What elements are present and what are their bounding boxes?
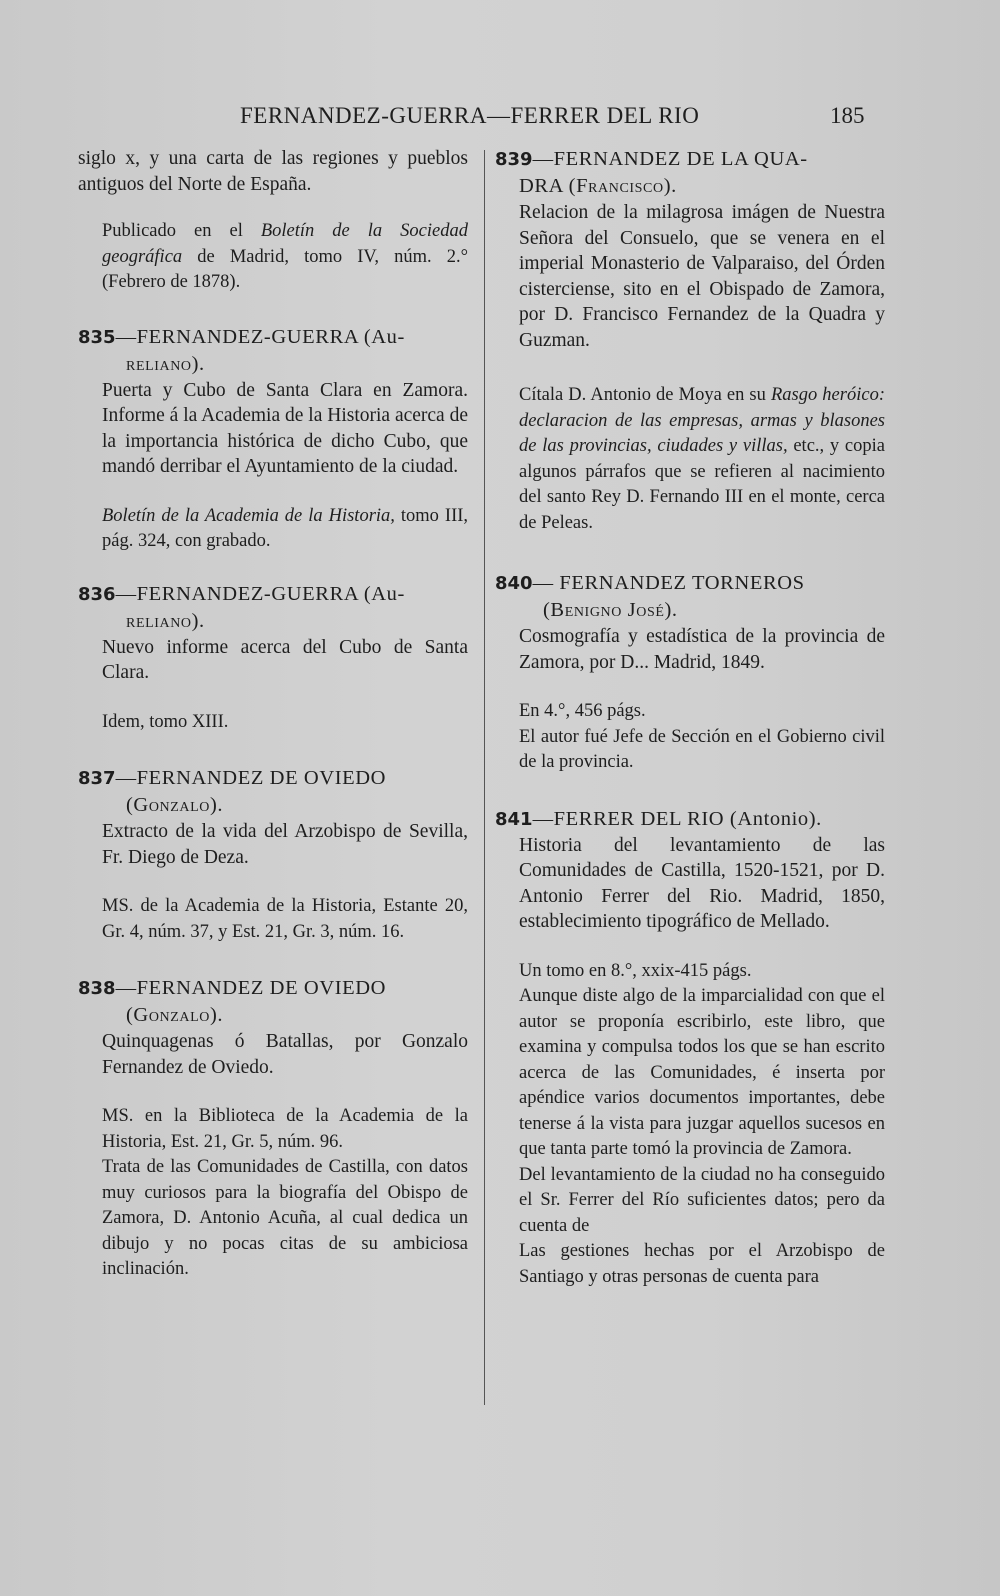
entry-835-note: Boletín de la Academia de la Historia, tomo III, pág. 324, con grabado.: [102, 505, 469, 551]
entry-836-note: Idem, tomo XIII.: [102, 711, 229, 732]
right-column: [495, 146, 885, 1290]
continued-text: siglo x, y una carta de las regiones y pueblos antiguos del Norte de España.: [78, 148, 468, 195]
entry-840-title: Cosmografía y estadística de la provincia de Zamora, por D... Madrid, 1849.: [519, 626, 885, 673]
entry-841-note: Un tomo en 8.°, xxix-415 págs.: [519, 960, 752, 981]
column-divider: [484, 150, 485, 1405]
entry-838-note: MS. en la Biblioteca de la Academia de la Historia, Est. 21, Gr. 5, núm. 96.: [102, 1106, 468, 1152]
running-title: FERNANDEZ-GUERRA—FERRER DEL RIO: [240, 103, 700, 128]
entry-839-note: Cítala D. Antonio de Moya en su Rasgo heróico: declaracion de las empresas, armas y blasones de las provincias, ciudades y villas, etc., y copia algunos párrafos que se refieren al nacimiento del santo Rey D. Fernando III en el monte, cerca de Peleas.: [519, 385, 885, 533]
entry-841-note-3: Del levantamiento de la ciudad no ha conseguido el Sr. Ferrer del Río suficientes datos; pero da cuenta de: [519, 1164, 885, 1236]
entry-836-heading: 836—FERNANDEZ-GUERRA (Au-: [78, 582, 405, 605]
entry-839-author: DRA (Francisco).: [519, 175, 677, 197]
entry-838-heading: 838—FERNANDEZ DE OVIEDO: [78, 977, 387, 999]
entry-841-heading: 841—FERRER DEL RIO (Antonio).: [495, 807, 822, 830]
page-number: 185: [830, 103, 865, 128]
entry-839-heading: 839—FERNANDEZ DE LA QUA-: [495, 148, 808, 170]
entry-836-title: Nuevo informe acerca del Cubo de Santa Clara.: [102, 636, 468, 683]
entry-838-note-2: Trata de las Comunidades de Castilla, con datos muy curiosos para la biografía del Obispo de Zamora, D. Antonio Acuña, al cual dedica un dibujo y no pocas citas de su ambiciosa inclinación.: [102, 1157, 468, 1279]
entry-835-author: reliano).: [126, 352, 205, 375]
entry-835-title: Puerta y Cubo de Santa Clara en Zamora. Informe á la Academia de la Historia acerca de la importancia histórica de dicho Cubo, que mandó derribar el Ayuntamiento de la ciudad.: [102, 379, 468, 477]
entry-841-note-2: Aunque diste algo de la imparcialidad con que el autor se proponía escribirlo, este libro, que examina y compulsa todos los que se han escrito acerca de las Comunidades, é inserta por apéndice varios documentos importantes, debe tenerse á la vista para juzgar aquellos sucesos en que tanta parte tomó la provincia de Zamora.: [519, 986, 885, 1159]
publication-note: Publicado en el Boletín de la Sociedad geográfica de Madrid, tomo IV, núm. 2.° (Febrero de 1878).: [102, 221, 468, 292]
entry-840-heading: 840— FERNANDEZ TORNEROS: [495, 572, 805, 594]
left-column: [78, 146, 468, 1283]
entry-836-author: reliano).: [126, 609, 205, 632]
entry-837-title: Extracto de la vida del Arzobispo de Sevilla, Fr. Diego de Deza.: [102, 821, 468, 868]
entry-835-heading: 835—FERNANDEZ-GUERRA (Au-: [78, 325, 405, 348]
entry-837-author: (Gonzalo).: [126, 794, 224, 816]
entry-840-note: En 4.°, 456 págs.: [519, 701, 646, 721]
entry-838-author: (Gonzalo).: [126, 1004, 224, 1026]
entry-838-title: Quinquagenas ó Batallas, por Gonzalo Fernandez de Oviedo.: [102, 1031, 468, 1078]
entry-840-note-2: El autor fué Jefe de Sección en el Gobierno civil de la provincia.: [519, 726, 885, 772]
entry-841-note-4: Las gestiones hechas por el Arzobispo de Santiago y otras personas de cuenta para: [519, 1241, 885, 1287]
entry-840-author: (Benigno José).: [543, 599, 678, 621]
entry-841-title: Historia del levantamiento de las Comunidades de Castilla, 1520-1521, por D. Antonio Ferrer del Rio. Madrid, 1850, establecimiento tipográfico de Mellado.: [519, 834, 885, 932]
entry-837-heading: 837—FERNANDEZ DE OVIEDO: [78, 767, 387, 789]
entry-839-title: Relacion de la milagrosa imágen de Nuestra Señora del Consuelo, que se venera en el imperial Monasterio de Valparaiso, del Órden cisterciense, sito en el Obispado de Zamora, por D. Francisco Fernandez de la Quadra y Guzman.: [519, 202, 885, 351]
entry-837-note: MS. de la Academia de la Historia, Estante 20, Gr. 4, núm. 37, y Est. 21, Gr. 3, núm. 16.: [102, 896, 468, 942]
